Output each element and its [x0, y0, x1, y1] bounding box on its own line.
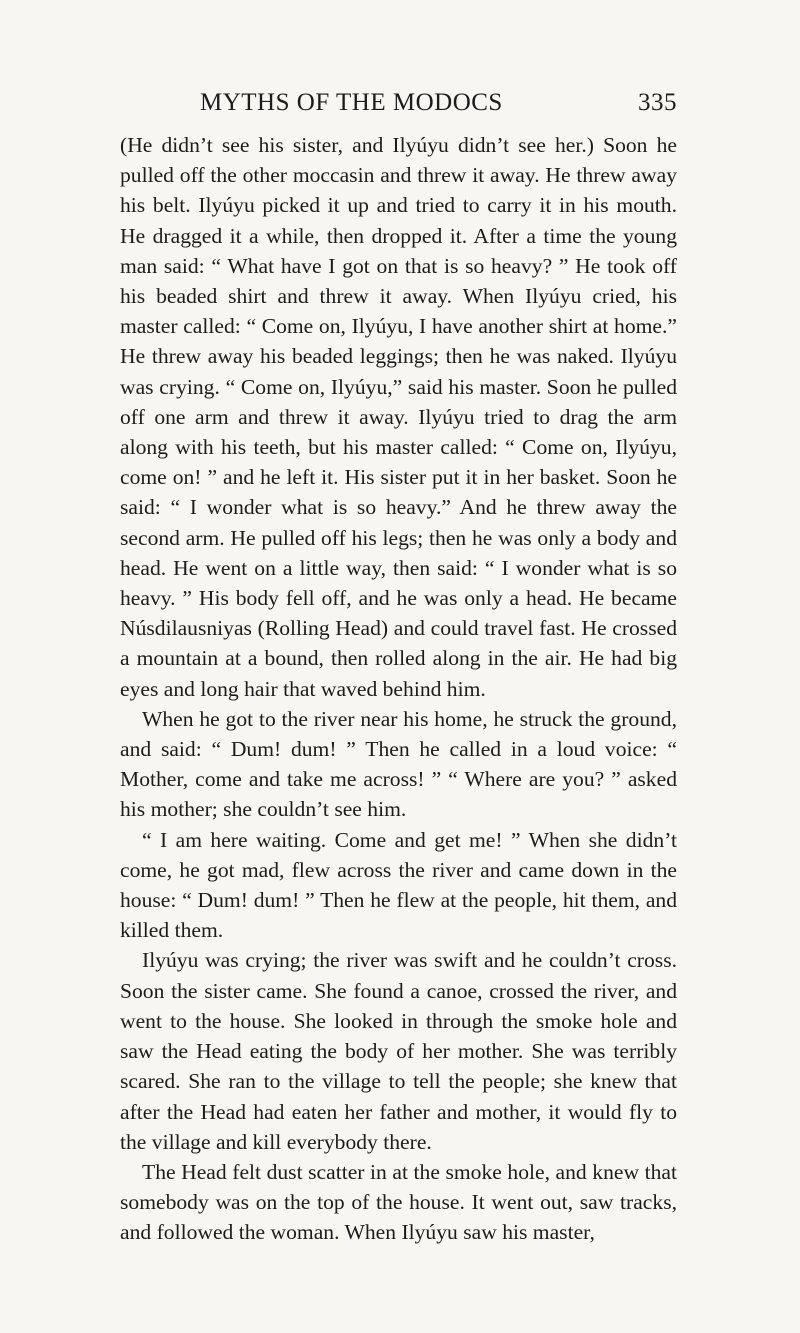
paragraph-2: When he got to the river near his home, he struck the ground, and said: “ Dum! dum! ” Then he called in a loud voice: “ Mother, come and take me across! ” “ Where are you? ” asked his mother; she couldn’t see him. [120, 706, 677, 822]
running-head [200, 88, 677, 118]
paragraph-5: The Head felt dust scatter in at the smoke hole, and knew that somebody was on the top of the house. It went out, saw tracks, and followed the woman. When Ilyúyu saw his master, [120, 1159, 677, 1245]
page-number: 335 [638, 89, 677, 116]
paragraph-1: (He didn’t see his sister, and Ilyúyu didn’t see her.) Soon he pulled off the other moccasin and threw it away. He threw away his belt. Ilyúyu picked it up and tried to carry it in his mouth. He dragged it a while, then dropped it. After a time the young man said: “ What have I got on that is so heavy? ” He took off his beaded shirt and threw it away. When Ilyúyu cried, his master called: “ Come on, Ilyúyu, I have another shirt at home.” He threw away his beaded leggings; then he was naked. Ilyúyu was crying. “ Come on, Ilyúyu,” said his master. Soon he pulled off one arm and threw it away. Ilyúyu tried to drag the arm along with his teeth, but his master called: “ Come on, Ilyúyu, come on! ” and he left it. His sister put it in her basket. Soon he said: “ I wonder what is so heavy.” And he threw away the second arm. He pulled off his legs; then he was only a body and head. He went on a little way, then said: “ I wonder what is so heavy. ” His body fell off, and he was only a head. He became Núsdilausniyas (Rolling Head) and could travel fast. He crossed a mountain at a bound, then rolled along in the air. He had big eyes and long hair that waved behind him. [120, 133, 677, 701]
paragraph-3: “ I am here waiting. Come and get me! ” When she didn’t come, he got mad, flew across the river and came down in the house: “ Dum! dum! ” Then he flew at the people, hit them, and killed them. [120, 827, 677, 943]
paragraph-4: Ilyúyu was crying; the river was swift and he couldn’t cross. Soon the sister came. She found a canoe, crossed the river, and went to the house. She looked in through the smoke hole and saw the Head eating the body of her mother. She was terribly scared. She ran to the village to tell the people; she knew that after the Head had eaten her father and mother, it would fly to the village and kill everybody there. [120, 948, 677, 1154]
running-head-title: MYTHS OF THE MODOCS [200, 89, 503, 116]
body-text [120, 130, 677, 1248]
